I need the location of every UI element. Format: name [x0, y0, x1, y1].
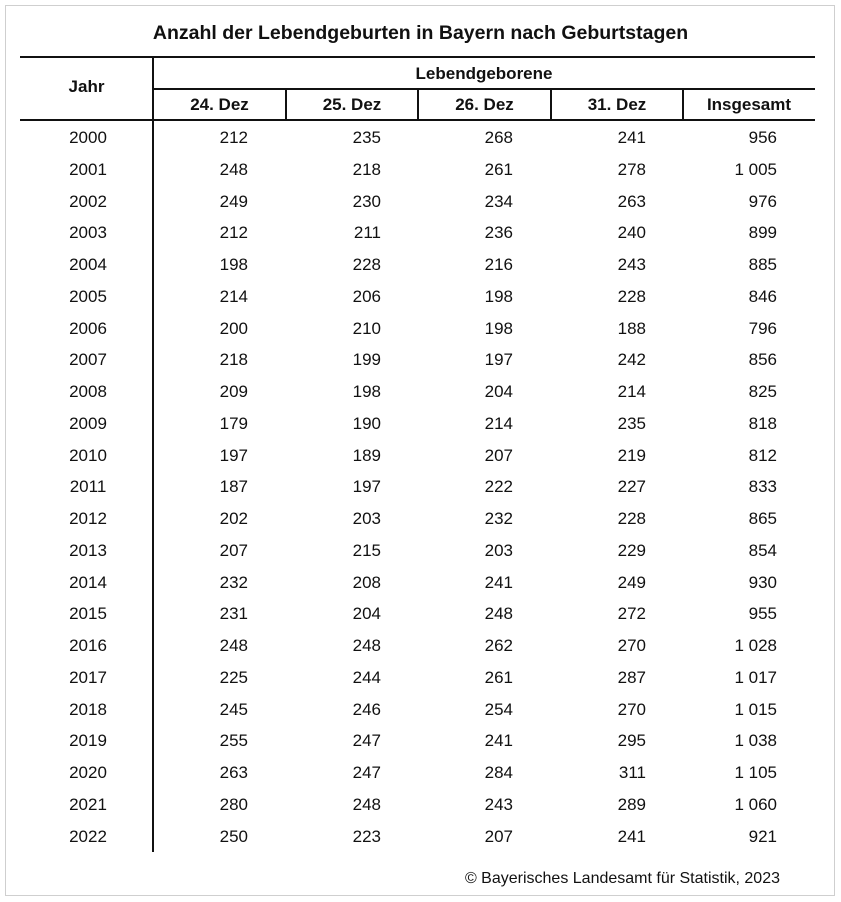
value-cell-25-dez: 210	[352, 318, 381, 338]
header-year: Jahr	[68, 77, 105, 96]
value-cell-26-dez: 268	[484, 128, 513, 147]
year-cell: 2013	[69, 540, 107, 560]
value-cell-insgesamt: 921	[748, 826, 777, 846]
year-cell: 2019	[69, 731, 107, 751]
year-cell: 2005	[69, 286, 107, 306]
value-cell-26-dez: 254	[484, 699, 513, 719]
year-cell: 2020	[69, 763, 107, 782]
value-cell-insgesamt: 1 105	[734, 763, 777, 782]
value-cell-31-dez: 289	[617, 794, 646, 814]
value-cell-26-dez: 216	[484, 255, 513, 274]
value-cell-26-dez: 207	[484, 826, 513, 846]
value-cell-24-dez: 249	[219, 191, 248, 211]
value-cell-25-dez: 247	[352, 731, 381, 751]
value-cell-25-dez: 190	[352, 413, 381, 433]
value-cell-31-dez: 240	[617, 223, 646, 243]
header-col-24-dez: 24. Dez	[190, 95, 249, 114]
value-cell-26-dez: 214	[484, 413, 513, 433]
value-cell-25-dez: 230	[352, 191, 381, 211]
value-cell-24-dez: 212	[219, 223, 248, 243]
value-cell-insgesamt: 818	[748, 413, 777, 433]
value-cell-insgesamt: 956	[748, 128, 777, 147]
header-col-insgesamt: Insgesamt	[706, 95, 792, 114]
value-cell-24-dez: 231	[219, 604, 248, 624]
value-cell-31-dez: 228	[617, 286, 646, 306]
year-cell: 2000	[69, 128, 107, 147]
value-cell-31-dez: 249	[617, 572, 646, 592]
value-cell-24-dez: 209	[219, 382, 248, 401]
value-cell-25-dez: 211	[353, 223, 381, 243]
value-cell-26-dez: 203	[484, 540, 513, 560]
year-cell: 2018	[69, 699, 107, 719]
value-cell-31-dez: 241	[617, 826, 646, 846]
value-cell-26-dez: 204	[484, 382, 513, 401]
value-cell-31-dez: 270	[617, 636, 646, 655]
value-cell-26-dez: 234	[484, 191, 513, 211]
value-cell-25-dez: 203	[352, 509, 381, 528]
header-col-26-dez: 26. Dez	[455, 95, 514, 114]
value-cell-26-dez: 284	[484, 763, 513, 782]
value-cell-24-dez: 250	[219, 826, 248, 846]
year-column-divider	[152, 56, 154, 852]
value-cell-insgesamt: 1 038	[734, 731, 777, 751]
value-cell-31-dez: 241	[617, 128, 646, 147]
value-cell-25-dez: 198	[352, 382, 381, 401]
value-cell-insgesamt: 899	[748, 223, 777, 243]
value-cell-insgesamt: 833	[748, 477, 777, 497]
value-cell-24-dez: 187	[219, 477, 248, 497]
value-cell-insgesamt: 856	[748, 350, 777, 370]
year-cell: 2022	[69, 826, 107, 846]
value-cell-24-dez: 245	[219, 699, 248, 719]
value-cell-insgesamt: 796	[748, 318, 777, 338]
value-cell-31-dez: 227	[617, 477, 646, 497]
value-cell-25-dez: 199	[352, 350, 381, 370]
value-cell-26-dez: 243	[484, 794, 513, 814]
year-cell: 2015	[69, 604, 107, 624]
value-cell-31-dez: 311	[618, 763, 646, 782]
value-cell-25-dez: 247	[352, 763, 381, 782]
year-cell: 2016	[69, 636, 107, 655]
value-cell-25-dez: 246	[352, 699, 381, 719]
value-cell-31-dez: 229	[617, 540, 646, 560]
value-cell-25-dez: 189	[352, 445, 381, 465]
value-cell-insgesamt: 1 028	[734, 636, 777, 655]
year-cell: 2004	[69, 255, 107, 274]
year-cell: 2003	[69, 223, 107, 243]
value-cell-24-dez: 225	[219, 667, 248, 687]
value-cell-31-dez: 263	[617, 191, 646, 211]
value-cell-24-dez: 212	[219, 128, 248, 147]
copyright-footer: © Bayerisches Landesamt für Statistik, 2023	[464, 870, 780, 887]
value-cell-24-dez: 232	[219, 572, 248, 592]
value-cell-25-dez: 223	[352, 826, 381, 846]
value-cell-25-dez: 218	[352, 159, 381, 179]
value-cell-26-dez: 248	[484, 604, 513, 624]
year-cell: 2017	[69, 667, 107, 687]
header-col-25-dez: 25. Dez	[322, 95, 382, 114]
value-cell-24-dez: 280	[219, 794, 248, 814]
top-rule	[20, 56, 815, 58]
value-cell-insgesamt: 1 005	[734, 159, 777, 179]
value-cell-26-dez: 198	[484, 286, 513, 306]
value-cell-insgesamt: 846	[748, 286, 777, 306]
value-cell-31-dez: 242	[617, 350, 646, 370]
value-cell-26-dez: 241	[484, 572, 513, 592]
value-cell-31-dez: 287	[617, 667, 646, 687]
table-title: Anzahl der Lebendgeburten in Bayern nach Geburtstagen	[152, 22, 689, 44]
year-cell: 2021	[69, 794, 107, 814]
value-cell-25-dez: 215	[352, 540, 381, 560]
value-cell-insgesamt: 885	[748, 255, 777, 274]
value-cell-31-dez: 278	[617, 159, 646, 179]
value-cell-24-dez: 255	[219, 731, 248, 751]
value-cell-25-dez: 244	[352, 667, 381, 687]
year-cell: 2007	[69, 350, 107, 370]
value-cell-24-dez: 218	[219, 350, 248, 370]
value-cell-31-dez: 272	[617, 604, 646, 624]
year-cell: 2006	[69, 318, 107, 338]
value-cell-31-dez: 295	[617, 731, 646, 751]
header-group-lebendgeborene: Lebendgeborene	[415, 64, 553, 83]
value-cell-25-dez: 206	[352, 286, 381, 306]
value-cell-insgesamt: 955	[748, 604, 777, 624]
group-header-rule	[153, 88, 815, 90]
year-cell: 2008	[69, 382, 107, 401]
year-cell: 2010	[69, 445, 107, 465]
value-cell-26-dez: 197	[484, 350, 513, 370]
value-cell-26-dez: 198	[484, 318, 513, 338]
value-cell-insgesamt: 976	[748, 191, 777, 211]
value-cell-24-dez: 263	[219, 763, 248, 782]
value-cell-insgesamt: 865	[748, 509, 777, 528]
value-cell-24-dez: 197	[219, 445, 248, 465]
year-cell: 2009	[69, 413, 107, 433]
value-cell-26-dez: 236	[484, 223, 513, 243]
value-cell-31-dez: 228	[617, 509, 646, 528]
value-cell-insgesamt: 1 017	[734, 667, 777, 687]
value-cell-25-dez: 248	[352, 794, 381, 814]
value-cell-31-dez: 219	[617, 445, 646, 465]
value-cell-25-dez: 235	[352, 128, 381, 147]
year-cell: 2002	[69, 191, 107, 211]
value-cell-25-dez: 228	[352, 255, 381, 274]
value-cell-24-dez: 200	[219, 318, 248, 338]
header-col-31-dez: 31. Dez	[587, 95, 647, 114]
value-cell-24-dez: 214	[219, 286, 248, 306]
value-cell-26-dez: 261	[484, 667, 513, 687]
value-cell-24-dez: 202	[219, 509, 248, 528]
year-cell: 2014	[69, 572, 107, 592]
value-cell-31-dez: 214	[617, 382, 646, 401]
value-cell-24-dez: 248	[219, 636, 248, 655]
value-cell-insgesamt: 825	[748, 382, 777, 401]
value-cell-25-dez: 204	[352, 604, 381, 624]
value-cell-insgesamt: 1 015	[734, 699, 777, 719]
value-cell-25-dez: 197	[352, 477, 381, 497]
year-cell: 2011	[69, 477, 107, 497]
value-cell-26-dez: 222	[484, 477, 513, 497]
value-cell-31-dez: 270	[617, 699, 646, 719]
value-cell-insgesamt: 812	[748, 445, 777, 465]
value-cell-26-dez: 207	[484, 445, 513, 465]
value-cell-insgesamt: 854	[748, 540, 777, 560]
value-cell-24-dez: 248	[219, 159, 248, 179]
value-cell-26-dez: 262	[484, 636, 513, 655]
value-cell-25-dez: 208	[352, 572, 381, 592]
value-cell-26-dez: 261	[484, 159, 513, 179]
value-cell-31-dez: 235	[617, 413, 646, 433]
value-cell-24-dez: 207	[219, 540, 248, 560]
value-cell-31-dez: 188	[617, 318, 646, 338]
value-cell-insgesamt: 1 060	[734, 794, 777, 814]
value-cell-26-dez: 232	[484, 509, 513, 528]
value-cell-26-dez: 241	[484, 731, 513, 751]
value-cell-31-dez: 243	[617, 255, 646, 274]
value-cell-insgesamt: 930	[748, 572, 777, 592]
year-cell: 2012	[69, 509, 107, 528]
value-cell-24-dez: 198	[219, 255, 248, 274]
value-cell-25-dez: 248	[352, 636, 381, 655]
year-cell: 2001	[69, 159, 107, 179]
value-cell-24-dez: 179	[219, 413, 248, 433]
